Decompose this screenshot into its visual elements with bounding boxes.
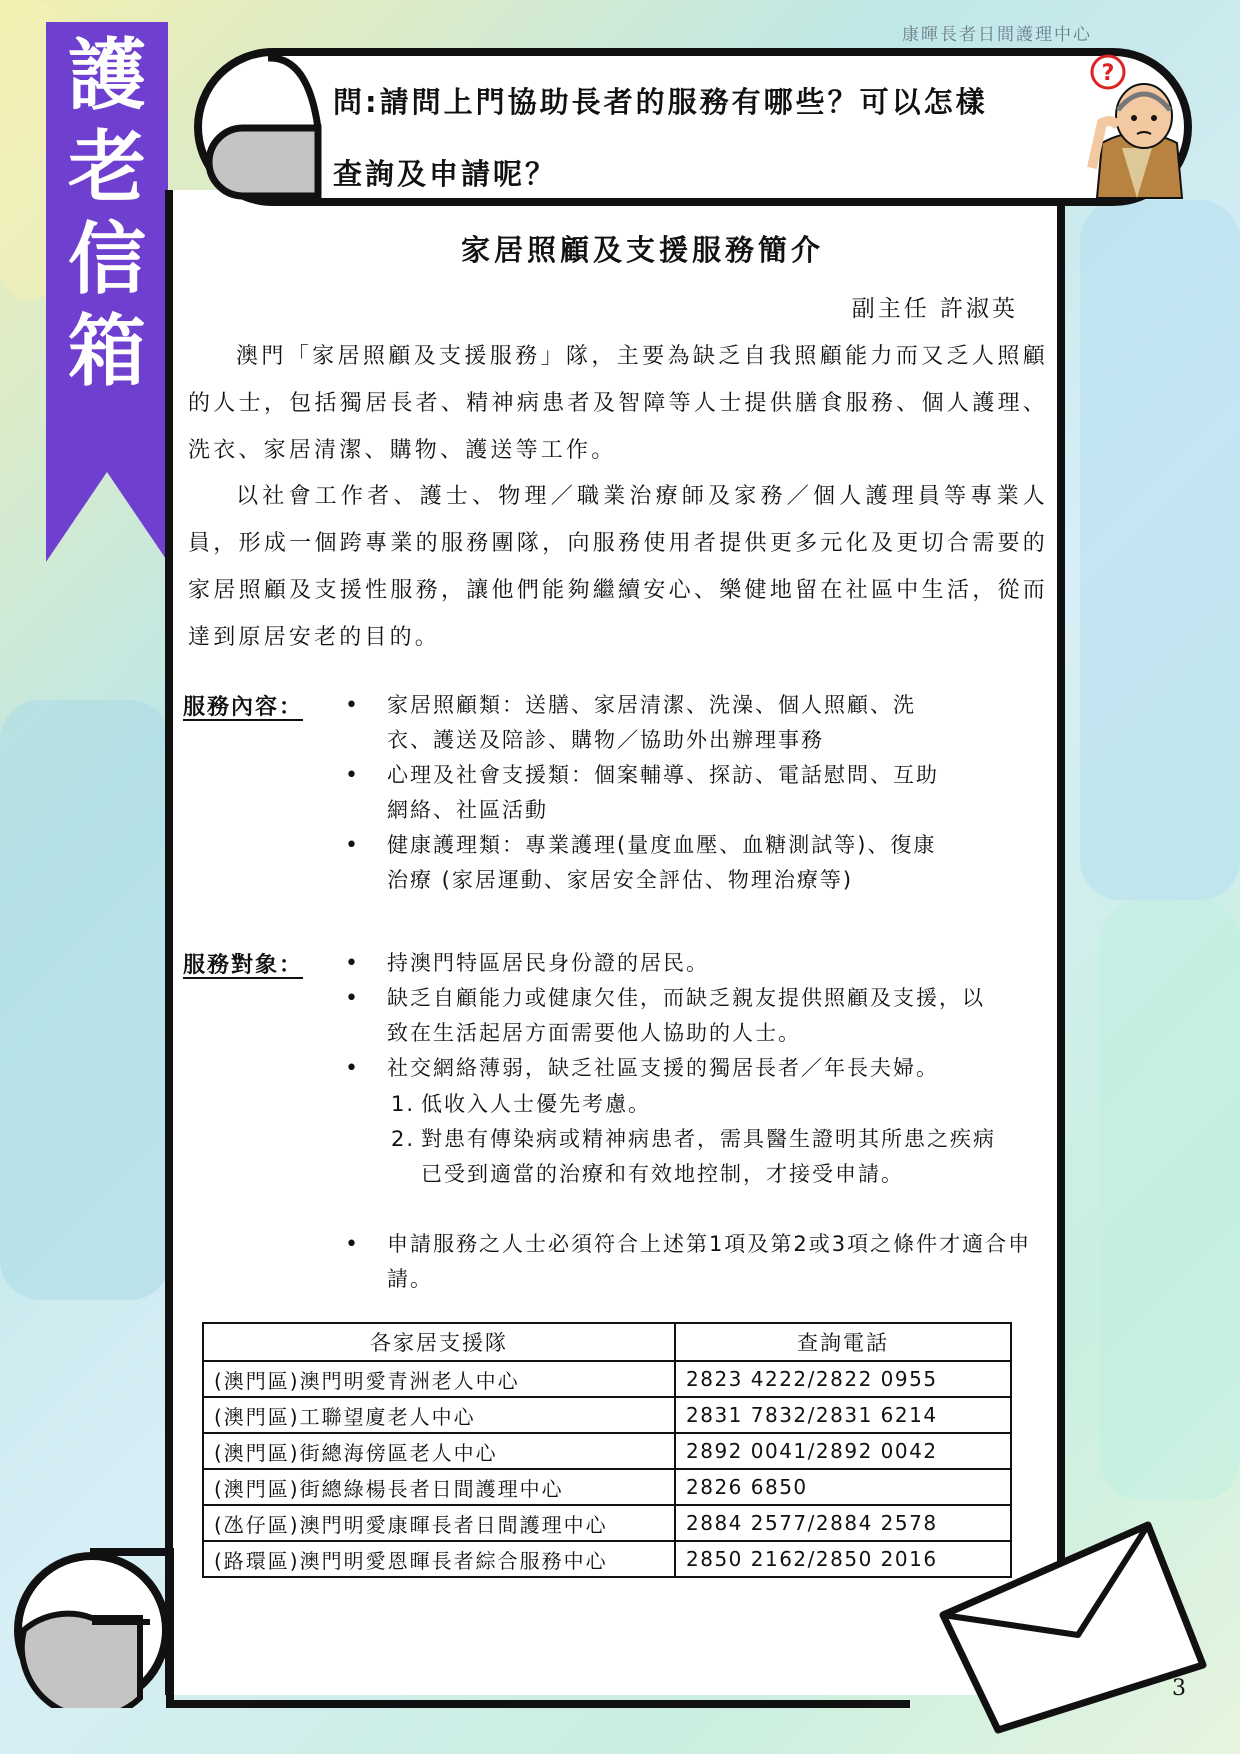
list-item: • 社交網絡薄弱，缺乏社區支援的獨居長者／年長夫婦。 <box>345 1051 1045 1086</box>
list-item: • 健康護理類：專業護理(量度血壓、血糖測試等)、復康治療 (家居運動、家居安全評估、物理治療等) <box>345 828 947 898</box>
svg-text:?: ? <box>1101 61 1115 86</box>
list-item: • 申請服務之人士必須符合上述第1項及第2或3項之條件才適合申請。 <box>345 1227 1037 1297</box>
table-header: 查詢電話 <box>675 1323 1011 1361</box>
ribbon-title <box>46 30 168 398</box>
targets-label: 服務對象： <box>183 953 304 978</box>
ribbon-char: 護 <box>67 31 146 121</box>
table-row <box>203 1433 1011 1469</box>
contacts-table <box>202 1322 1012 1578</box>
bg-shape <box>1080 200 1240 900</box>
list-item: • 心理及社會支援類：個案輔導、探訪、電話慰問、互助網絡、社區活動 <box>345 758 947 828</box>
question-line: 問:請問上門協助長者的服務有哪些？可以怎樣 <box>333 85 988 119</box>
page-number: 3 <box>1172 1676 1186 1701</box>
table-row <box>203 1361 1011 1397</box>
table-row <box>203 1541 1011 1577</box>
table-cell: (澳門區)工聯望廈老人中心 <box>203 1397 675 1433</box>
list-item: • 家居照顧類：送膳、家居清潔、洗澡、個人照顧、洗衣、護送及陪診、購物／協助外出辦理事務 <box>345 688 947 758</box>
list-item: • 缺乏自顧能力或健康欠佳，而缺乏親友提供照顧及支援，以致在生活起居方面需要他人協助的人士。 <box>345 981 987 1051</box>
table-cell: (澳門區)澳門明愛青洲老人中心 <box>203 1361 675 1397</box>
organization-name: 康暉長者日間護理中心 <box>902 25 1092 45</box>
article-title: 家居照顧及支援服務簡介 <box>460 233 824 267</box>
table-row <box>203 1469 1011 1505</box>
targets-final-list <box>345 1227 1045 1297</box>
item-number: 1. <box>391 1092 416 1116</box>
table-row <box>203 1397 1011 1433</box>
phone-cell: 2826 6850 <box>675 1469 1011 1505</box>
article-paragraph: 澳門「家居照顧及支援服務」隊，主要為缺乏自我照顧能力而又乏人照顧的人士，包括獨居長者、精神病患者及智障等人士提供膳食服務、個人護理、洗衣、家居清潔、購物、護送等工作。 <box>188 344 1048 463</box>
article-paragraph: 以社會工作者、護士、物理／職業治療師及家務／個人護理員等專業人員，形成一個跨專業的服務團隊，向服務使用者提供更多元化及更切合需要的家居照顧及支援性服務，讓他們能夠繼續安心、樂健地留在社區中生活，從而達到原居安老的目的。 <box>188 484 1048 650</box>
phone-cell: 2892 0041/2892 0042 <box>675 1433 1011 1469</box>
ribbon-char: 老 <box>67 123 146 213</box>
list-item: • 持澳門特區居民身份證的居民。 <box>345 946 1045 981</box>
table-cell: (路環區)澳門明愛恩暉長者綜合服務中心 <box>203 1541 675 1577</box>
table-cell: (澳門區)街總綠楊長者日間護理中心 <box>203 1469 675 1505</box>
item-number: 2. <box>391 1127 416 1151</box>
services-label: 服務內容： <box>183 695 304 720</box>
envelope-icon <box>938 1515 1208 1735</box>
targets-numbered-list <box>345 1087 995 1192</box>
ribbon-char: 箱 <box>67 307 146 397</box>
phone-cell: 2884 2577/2884 2578 <box>675 1505 1011 1541</box>
bg-shape <box>1100 900 1240 1500</box>
item-text: 低收入人士優先考慮。 <box>421 1092 651 1116</box>
question-text <box>333 66 1093 210</box>
phone-cell: 2850 2162/2850 2016 <box>675 1541 1011 1577</box>
article-author: 副主任 許淑英 <box>851 296 1018 322</box>
targets-list <box>345 946 1045 1086</box>
phone-cell: 2831 7832/2831 6214 <box>675 1397 1011 1433</box>
table-row <box>203 1505 1011 1541</box>
elder-thinking-icon <box>1082 48 1192 203</box>
phone-cell: 2823 4222/2822 0955 <box>675 1361 1011 1397</box>
table-header-row <box>203 1323 1011 1361</box>
table-cell: (氹仔區)澳門明愛康暉長者日間護理中心 <box>203 1505 675 1541</box>
question-line: 查詢及申請呢？ <box>333 157 558 191</box>
numbered-item <box>345 1087 995 1122</box>
services-list <box>345 688 1045 898</box>
bg-shape <box>0 700 170 1300</box>
item-text: 對患有傳染病或精神病患者，需具醫生證明其所患之疾病已受到適當的治療和有效地控制，才接受申請。 <box>421 1127 996 1186</box>
numbered-item <box>345 1122 1001 1192</box>
table-header: 各家居支援隊 <box>203 1323 675 1361</box>
ribbon-char: 信 <box>67 215 146 305</box>
table-cell: (澳門區)街總海傍區老人中心 <box>203 1433 675 1469</box>
